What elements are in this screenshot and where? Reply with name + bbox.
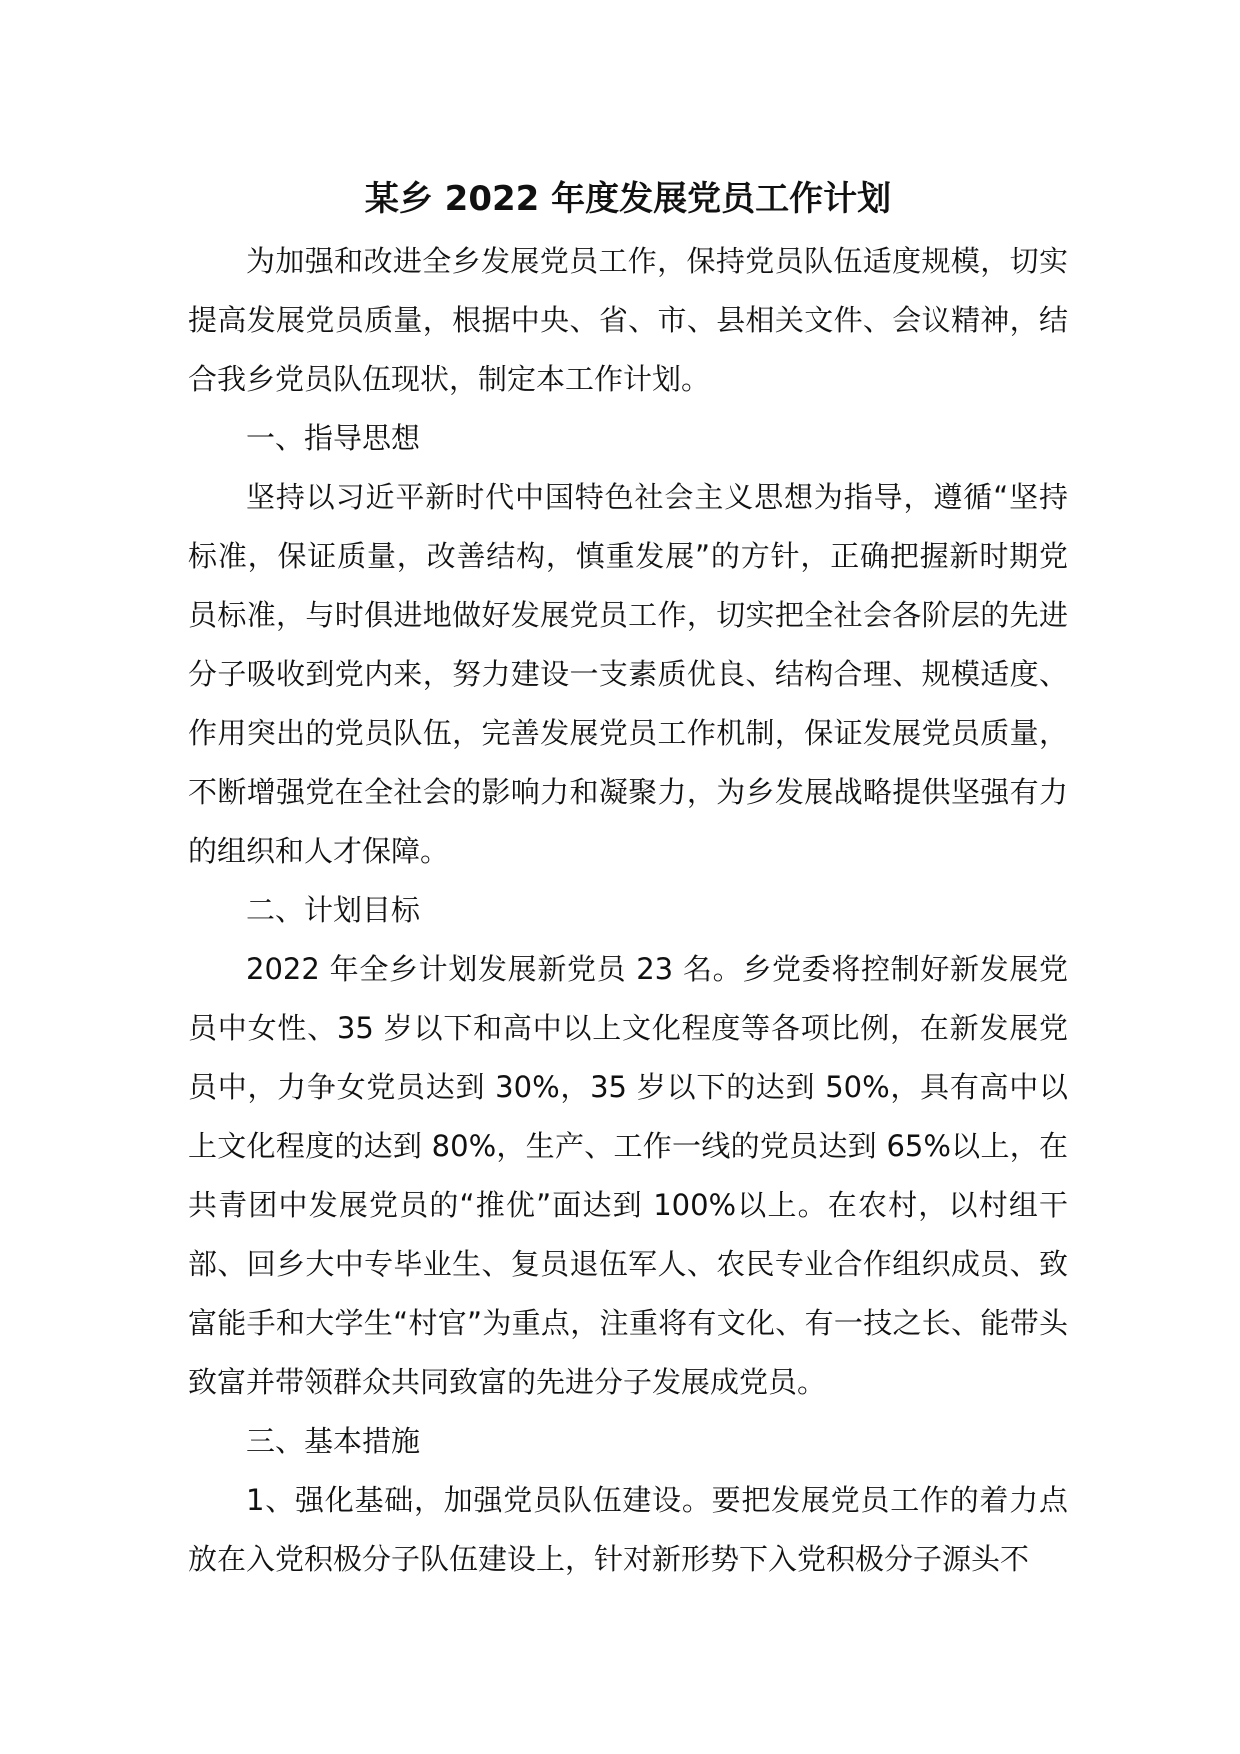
document-content [188,174,1068,1589]
section-body-plan-goals: 2022 年全乡计划发展新党员 23 名。乡党委将控制好新发展党员中女性、35 岁以下和高中以上文化程度等各项比例，在新发展党员中，力争女党员达到 30%，35 岁以下的达到 50%，具有高中以上文化程度的达到 80%，生产、工作一线的党员达到 65%以上，在共青团中发展党员的“推优”面达到 100%以上。在农村，以村组干部、回乡大中专毕业生、复员退伍军人、农民专业合作组织成员、致富能手和大学生“村官”为重点，注重将有文化、有一技之长、能带头致富并带领群众共同致富的先进分子发展成党员。 [188,952,1068,1399]
document-title: 某乡 2022 年度发展党员工作计划 [364,179,892,219]
intro-paragraph: 为加强和改进全乡发展党员工作，保持党员队伍适度规模，切实提高发展党员质量，根据中央、省、市、县相关文件、会议精神，结合我乡党员队伍现状，制定本工作计划。 [188,244,1068,396]
section-heading-basic-measures: 三、基本措施 [246,1424,421,1458]
section-body-guiding-ideology: 坚持以习近平新时代中国特色社会主义思想为指导，遵循“坚持标准，保证质量，改善结构，慎重发展”的方针，正确把握新时期党员标准，与时俱进地做好发展党员工作，切实把全社会各阶层的先进分子吸收到党内来，努力建设一支素质优良、结构合理、规模适度、作用突出的党员队伍，完善发展党员工作机制，保证发展党员质量，不断增强党在全社会的影响力和凝聚力，为乡发展战略提供坚强有力的组织和人才保障。 [188,480,1068,868]
section-heading-guiding-ideology: 一、指导思想 [246,421,421,455]
section-heading-plan-goals: 二、计划目标 [246,893,421,927]
section-body-basic-measures: 1、强化基础，加强党员队伍建设。要把发展党员工作的着力点放在入党积极分子队伍建设上，针对新形势下入党积极分子源头不 [188,1483,1068,1576]
